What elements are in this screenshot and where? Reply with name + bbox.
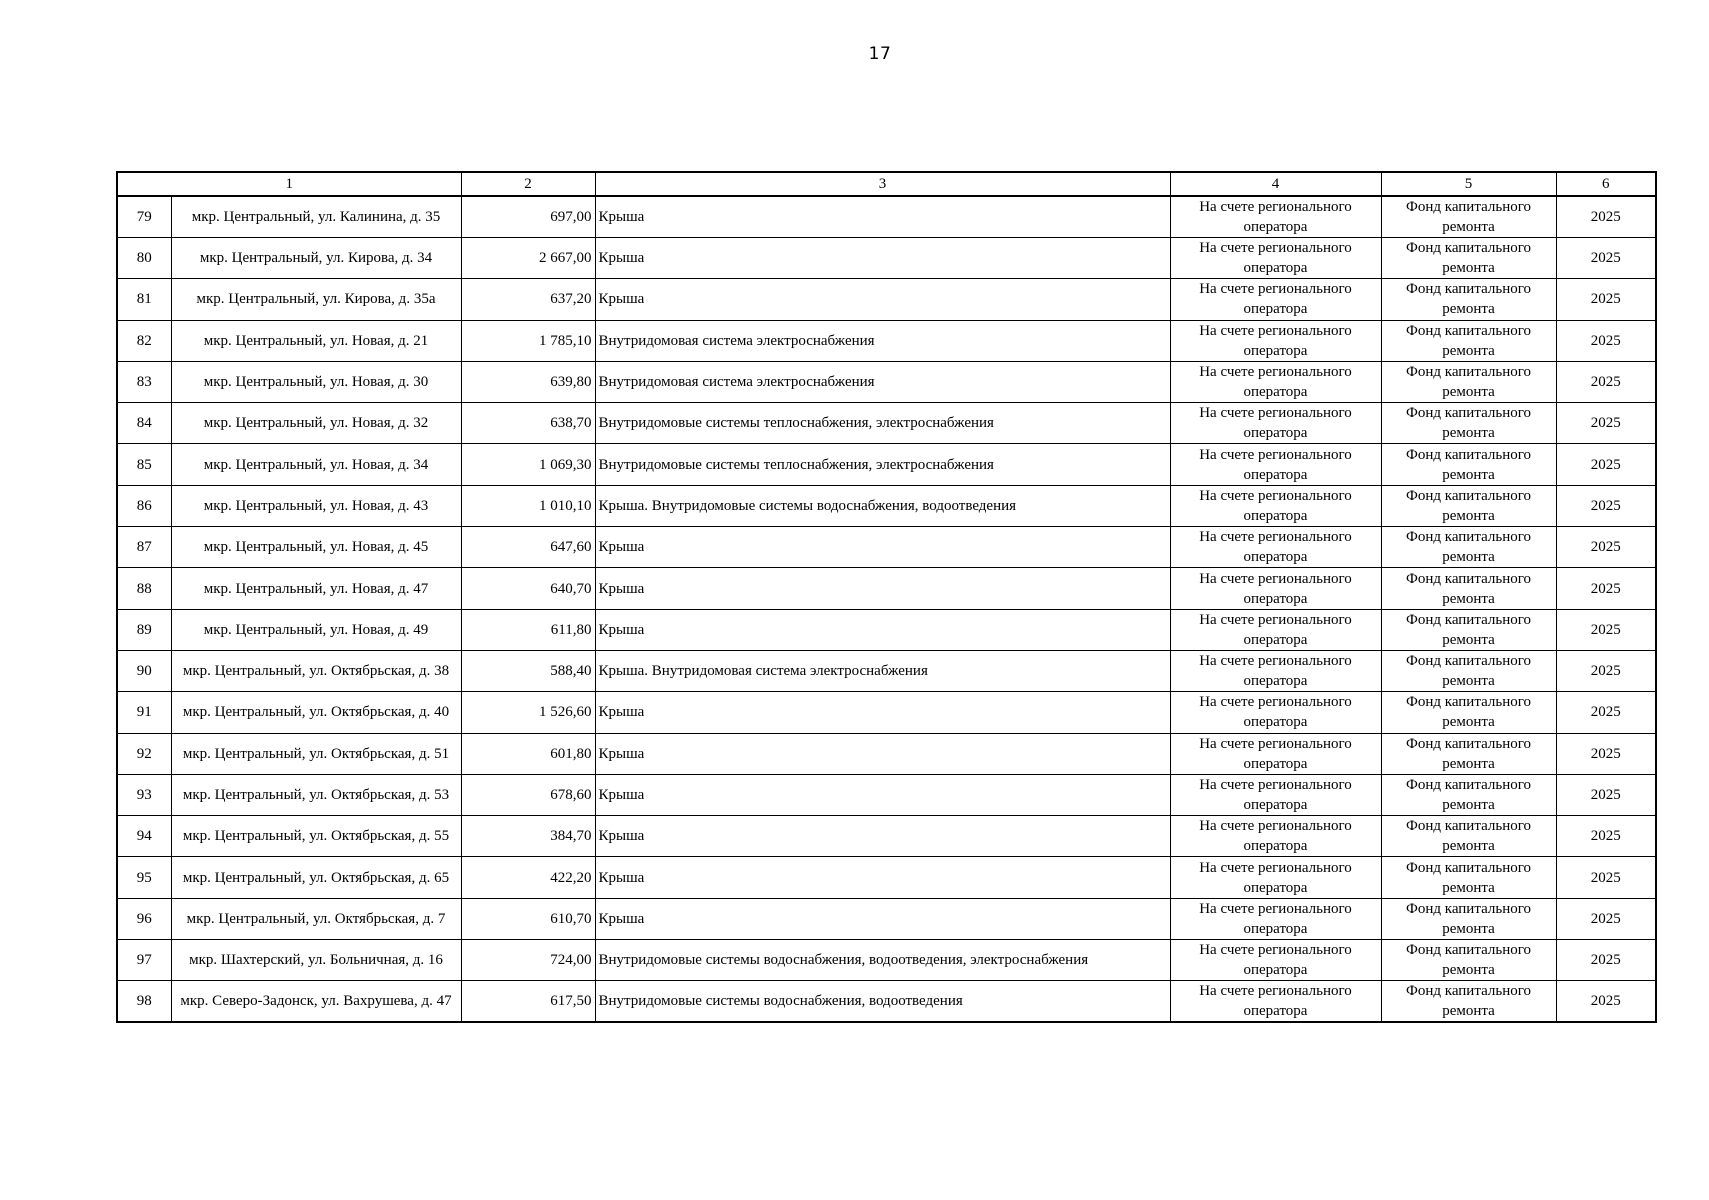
year-cell: 2025 <box>1556 568 1656 609</box>
table-row <box>117 774 1656 815</box>
year-cell: 2025 <box>1556 898 1656 939</box>
table-row <box>117 527 1656 568</box>
fund-method-cell: На счете регионального оператора <box>1170 816 1381 857</box>
fund-method-cell: На счете регионального оператора <box>1170 527 1381 568</box>
area-cell: 601,80 <box>461 733 595 774</box>
funding-source-cell: Фонд капитального ремонта <box>1381 650 1556 691</box>
address-cell: мкр. Центральный, ул. Октябрьская, д. 55 <box>171 816 461 857</box>
funding-source-cell: Фонд капитального ремонта <box>1381 816 1556 857</box>
table-row <box>117 981 1656 1023</box>
work-type-cell: Крыша <box>595 196 1170 238</box>
year-cell: 2025 <box>1556 279 1656 320</box>
area-cell: 610,70 <box>461 898 595 939</box>
year-cell: 2025 <box>1556 238 1656 279</box>
address-cell: мкр. Центральный, ул. Новая, д. 45 <box>171 527 461 568</box>
row-number: 89 <box>117 609 171 650</box>
area-cell: 639,80 <box>461 361 595 402</box>
funding-source-cell: Фонд капитального ремонта <box>1381 940 1556 981</box>
year-cell: 2025 <box>1556 981 1656 1023</box>
year-cell: 2025 <box>1556 444 1656 485</box>
column-header: 4 <box>1170 172 1381 196</box>
area-cell: 1 069,30 <box>461 444 595 485</box>
row-number: 88 <box>117 568 171 609</box>
work-type-cell: Крыша. Внутридомовая система электроснабжения <box>595 650 1170 691</box>
address-cell: мкр. Центральный, ул. Калинина, д. 35 <box>171 196 461 238</box>
column-header: 5 <box>1381 172 1556 196</box>
address-cell: мкр. Центральный, ул. Новая, д. 49 <box>171 609 461 650</box>
capital-repair-table <box>116 171 1657 1023</box>
funding-source-cell: Фонд капитального ремонта <box>1381 444 1556 485</box>
work-type-cell: Крыша <box>595 568 1170 609</box>
address-cell: мкр. Центральный, ул. Октябрьская, д. 7 <box>171 898 461 939</box>
table-row <box>117 238 1656 279</box>
year-cell: 2025 <box>1556 733 1656 774</box>
work-type-cell: Крыша <box>595 898 1170 939</box>
table-row <box>117 650 1656 691</box>
column-header: 3 <box>595 172 1170 196</box>
work-type-cell: Крыша <box>595 774 1170 815</box>
row-number: 86 <box>117 485 171 526</box>
area-cell: 647,60 <box>461 527 595 568</box>
area-cell: 422,20 <box>461 857 595 898</box>
row-number: 79 <box>117 196 171 238</box>
work-type-cell: Крыша <box>595 857 1170 898</box>
column-number-row <box>117 172 1656 196</box>
fund-method-cell: На счете регионального оператора <box>1170 320 1381 361</box>
fund-method-cell: На счете регионального оператора <box>1170 361 1381 402</box>
fund-method-cell: На счете регионального оператора <box>1170 403 1381 444</box>
column-header: 1 <box>117 172 461 196</box>
row-number: 93 <box>117 774 171 815</box>
year-cell: 2025 <box>1556 485 1656 526</box>
fund-method-cell: На счете регионального оператора <box>1170 444 1381 485</box>
address-cell: мкр. Центральный, ул. Новая, д. 32 <box>171 403 461 444</box>
funding-source-cell: Фонд капитального ремонта <box>1381 774 1556 815</box>
year-cell: 2025 <box>1556 609 1656 650</box>
funding-source-cell: Фонд капитального ремонта <box>1381 279 1556 320</box>
table-row <box>117 609 1656 650</box>
fund-method-cell: На счете регионального оператора <box>1170 279 1381 320</box>
row-number: 84 <box>117 403 171 444</box>
area-cell: 2 667,00 <box>461 238 595 279</box>
address-cell: мкр. Центральный, ул. Новая, д. 30 <box>171 361 461 402</box>
year-cell: 2025 <box>1556 403 1656 444</box>
area-cell: 724,00 <box>461 940 595 981</box>
row-number: 92 <box>117 733 171 774</box>
area-cell: 1 010,10 <box>461 485 595 526</box>
funding-source-cell: Фонд капитального ремонта <box>1381 403 1556 444</box>
row-number: 81 <box>117 279 171 320</box>
table-row <box>117 320 1656 361</box>
funding-source-cell: Фонд капитального ремонта <box>1381 238 1556 279</box>
fund-method-cell: На счете регионального оператора <box>1170 857 1381 898</box>
fund-method-cell: На счете регионального оператора <box>1170 196 1381 238</box>
address-cell: мкр. Центральный, ул. Кирова, д. 34 <box>171 238 461 279</box>
fund-method-cell: На счете регионального оператора <box>1170 692 1381 733</box>
area-cell: 588,40 <box>461 650 595 691</box>
table-row <box>117 898 1656 939</box>
address-cell: мкр. Центральный, ул. Октябрьская, д. 40 <box>171 692 461 733</box>
address-cell: мкр. Центральный, ул. Октябрьская, д. 38 <box>171 650 461 691</box>
year-cell: 2025 <box>1556 361 1656 402</box>
funding-source-cell: Фонд капитального ремонта <box>1381 898 1556 939</box>
area-cell: 638,70 <box>461 403 595 444</box>
area-cell: 1 526,60 <box>461 692 595 733</box>
row-number: 85 <box>117 444 171 485</box>
work-type-cell: Внутридомовые системы теплоснабжения, электроснабжения <box>595 403 1170 444</box>
funding-source-cell: Фонд капитального ремонта <box>1381 196 1556 238</box>
table-row <box>117 816 1656 857</box>
address-cell: мкр. Центральный, ул. Новая, д. 34 <box>171 444 461 485</box>
address-cell: мкр. Шахтерский, ул. Больничная, д. 16 <box>171 940 461 981</box>
work-type-cell: Крыша. Внутридомовые системы водоснабжения, водоотведения <box>595 485 1170 526</box>
table-row <box>117 361 1656 402</box>
fund-method-cell: На счете регионального оператора <box>1170 774 1381 815</box>
year-cell: 2025 <box>1556 320 1656 361</box>
page-number: 17 <box>868 44 892 64</box>
table-row <box>117 485 1656 526</box>
funding-source-cell: Фонд капитального ремонта <box>1381 609 1556 650</box>
row-number: 82 <box>117 320 171 361</box>
table-row <box>117 568 1656 609</box>
funding-source-cell: Фонд капитального ремонта <box>1381 485 1556 526</box>
table-row <box>117 733 1656 774</box>
address-cell: мкр. Северо-Задонск, ул. Вахрушева, д. 47 <box>171 981 461 1023</box>
funding-source-cell: Фонд капитального ремонта <box>1381 857 1556 898</box>
work-type-cell: Крыша <box>595 609 1170 650</box>
work-type-cell: Крыша <box>595 527 1170 568</box>
row-number: 90 <box>117 650 171 691</box>
table-row <box>117 279 1656 320</box>
fund-method-cell: На счете регионального оператора <box>1170 981 1381 1023</box>
fund-method-cell: На счете регионального оператора <box>1170 485 1381 526</box>
work-type-cell: Крыша <box>595 692 1170 733</box>
fund-method-cell: На счете регионального оператора <box>1170 650 1381 691</box>
area-cell: 637,20 <box>461 279 595 320</box>
work-type-cell: Крыша <box>595 733 1170 774</box>
row-number: 94 <box>117 816 171 857</box>
year-cell: 2025 <box>1556 857 1656 898</box>
funding-source-cell: Фонд капитального ремонта <box>1381 568 1556 609</box>
row-number: 80 <box>117 238 171 279</box>
funding-source-cell: Фонд капитального ремонта <box>1381 320 1556 361</box>
row-number: 97 <box>117 940 171 981</box>
table-row <box>117 196 1656 238</box>
row-number: 91 <box>117 692 171 733</box>
work-type-cell: Внутридомовые системы теплоснабжения, электроснабжения <box>595 444 1170 485</box>
year-cell: 2025 <box>1556 650 1656 691</box>
funding-source-cell: Фонд капитального ремонта <box>1381 733 1556 774</box>
fund-method-cell: На счете регионального оператора <box>1170 238 1381 279</box>
area-cell: 384,70 <box>461 816 595 857</box>
year-cell: 2025 <box>1556 940 1656 981</box>
work-type-cell: Внутридомовые системы водоснабжения, водоотведения, электроснабжения <box>595 940 1170 981</box>
column-header: 2 <box>461 172 595 196</box>
fund-method-cell: На счете регионального оператора <box>1170 733 1381 774</box>
row-number: 83 <box>117 361 171 402</box>
table-row <box>117 857 1656 898</box>
work-type-cell: Внутридомовая система электроснабжения <box>595 320 1170 361</box>
address-cell: мкр. Центральный, ул. Новая, д. 43 <box>171 485 461 526</box>
row-number: 96 <box>117 898 171 939</box>
funding-source-cell: Фонд капитального ремонта <box>1381 692 1556 733</box>
address-cell: мкр. Центральный, ул. Новая, д. 21 <box>171 320 461 361</box>
column-header: 6 <box>1556 172 1656 196</box>
table-row <box>117 940 1656 981</box>
fund-method-cell: На счете регионального оператора <box>1170 609 1381 650</box>
address-cell: мкр. Центральный, ул. Октябрьская, д. 53 <box>171 774 461 815</box>
row-number: 87 <box>117 527 171 568</box>
funding-source-cell: Фонд капитального ремонта <box>1381 361 1556 402</box>
row-number: 98 <box>117 981 171 1023</box>
table-row <box>117 444 1656 485</box>
year-cell: 2025 <box>1556 816 1656 857</box>
work-type-cell: Внутридомовые системы водоснабжения, водоотведения <box>595 981 1170 1023</box>
address-cell: мкр. Центральный, ул. Новая, д. 47 <box>171 568 461 609</box>
address-cell: мкр. Центральный, ул. Кирова, д. 35а <box>171 279 461 320</box>
address-cell: мкр. Центральный, ул. Октябрьская, д. 65 <box>171 857 461 898</box>
area-cell: 1 785,10 <box>461 320 595 361</box>
area-cell: 640,70 <box>461 568 595 609</box>
area-cell: 697,00 <box>461 196 595 238</box>
work-type-cell: Крыша <box>595 816 1170 857</box>
row-number: 95 <box>117 857 171 898</box>
fund-method-cell: На счете регионального оператора <box>1170 898 1381 939</box>
area-cell: 617,50 <box>461 981 595 1023</box>
work-type-cell: Внутридомовая система электроснабжения <box>595 361 1170 402</box>
area-cell: 678,60 <box>461 774 595 815</box>
year-cell: 2025 <box>1556 692 1656 733</box>
work-type-cell: Крыша <box>595 279 1170 320</box>
table-row <box>117 692 1656 733</box>
year-cell: 2025 <box>1556 527 1656 568</box>
fund-method-cell: На счете регионального оператора <box>1170 940 1381 981</box>
year-cell: 2025 <box>1556 196 1656 238</box>
fund-method-cell: На счете регионального оператора <box>1170 568 1381 609</box>
address-cell: мкр. Центральный, ул. Октябрьская, д. 51 <box>171 733 461 774</box>
funding-source-cell: Фонд капитального ремонта <box>1381 981 1556 1023</box>
table-row <box>117 403 1656 444</box>
work-type-cell: Крыша <box>595 238 1170 279</box>
funding-source-cell: Фонд капитального ремонта <box>1381 527 1556 568</box>
area-cell: 611,80 <box>461 609 595 650</box>
year-cell: 2025 <box>1556 774 1656 815</box>
